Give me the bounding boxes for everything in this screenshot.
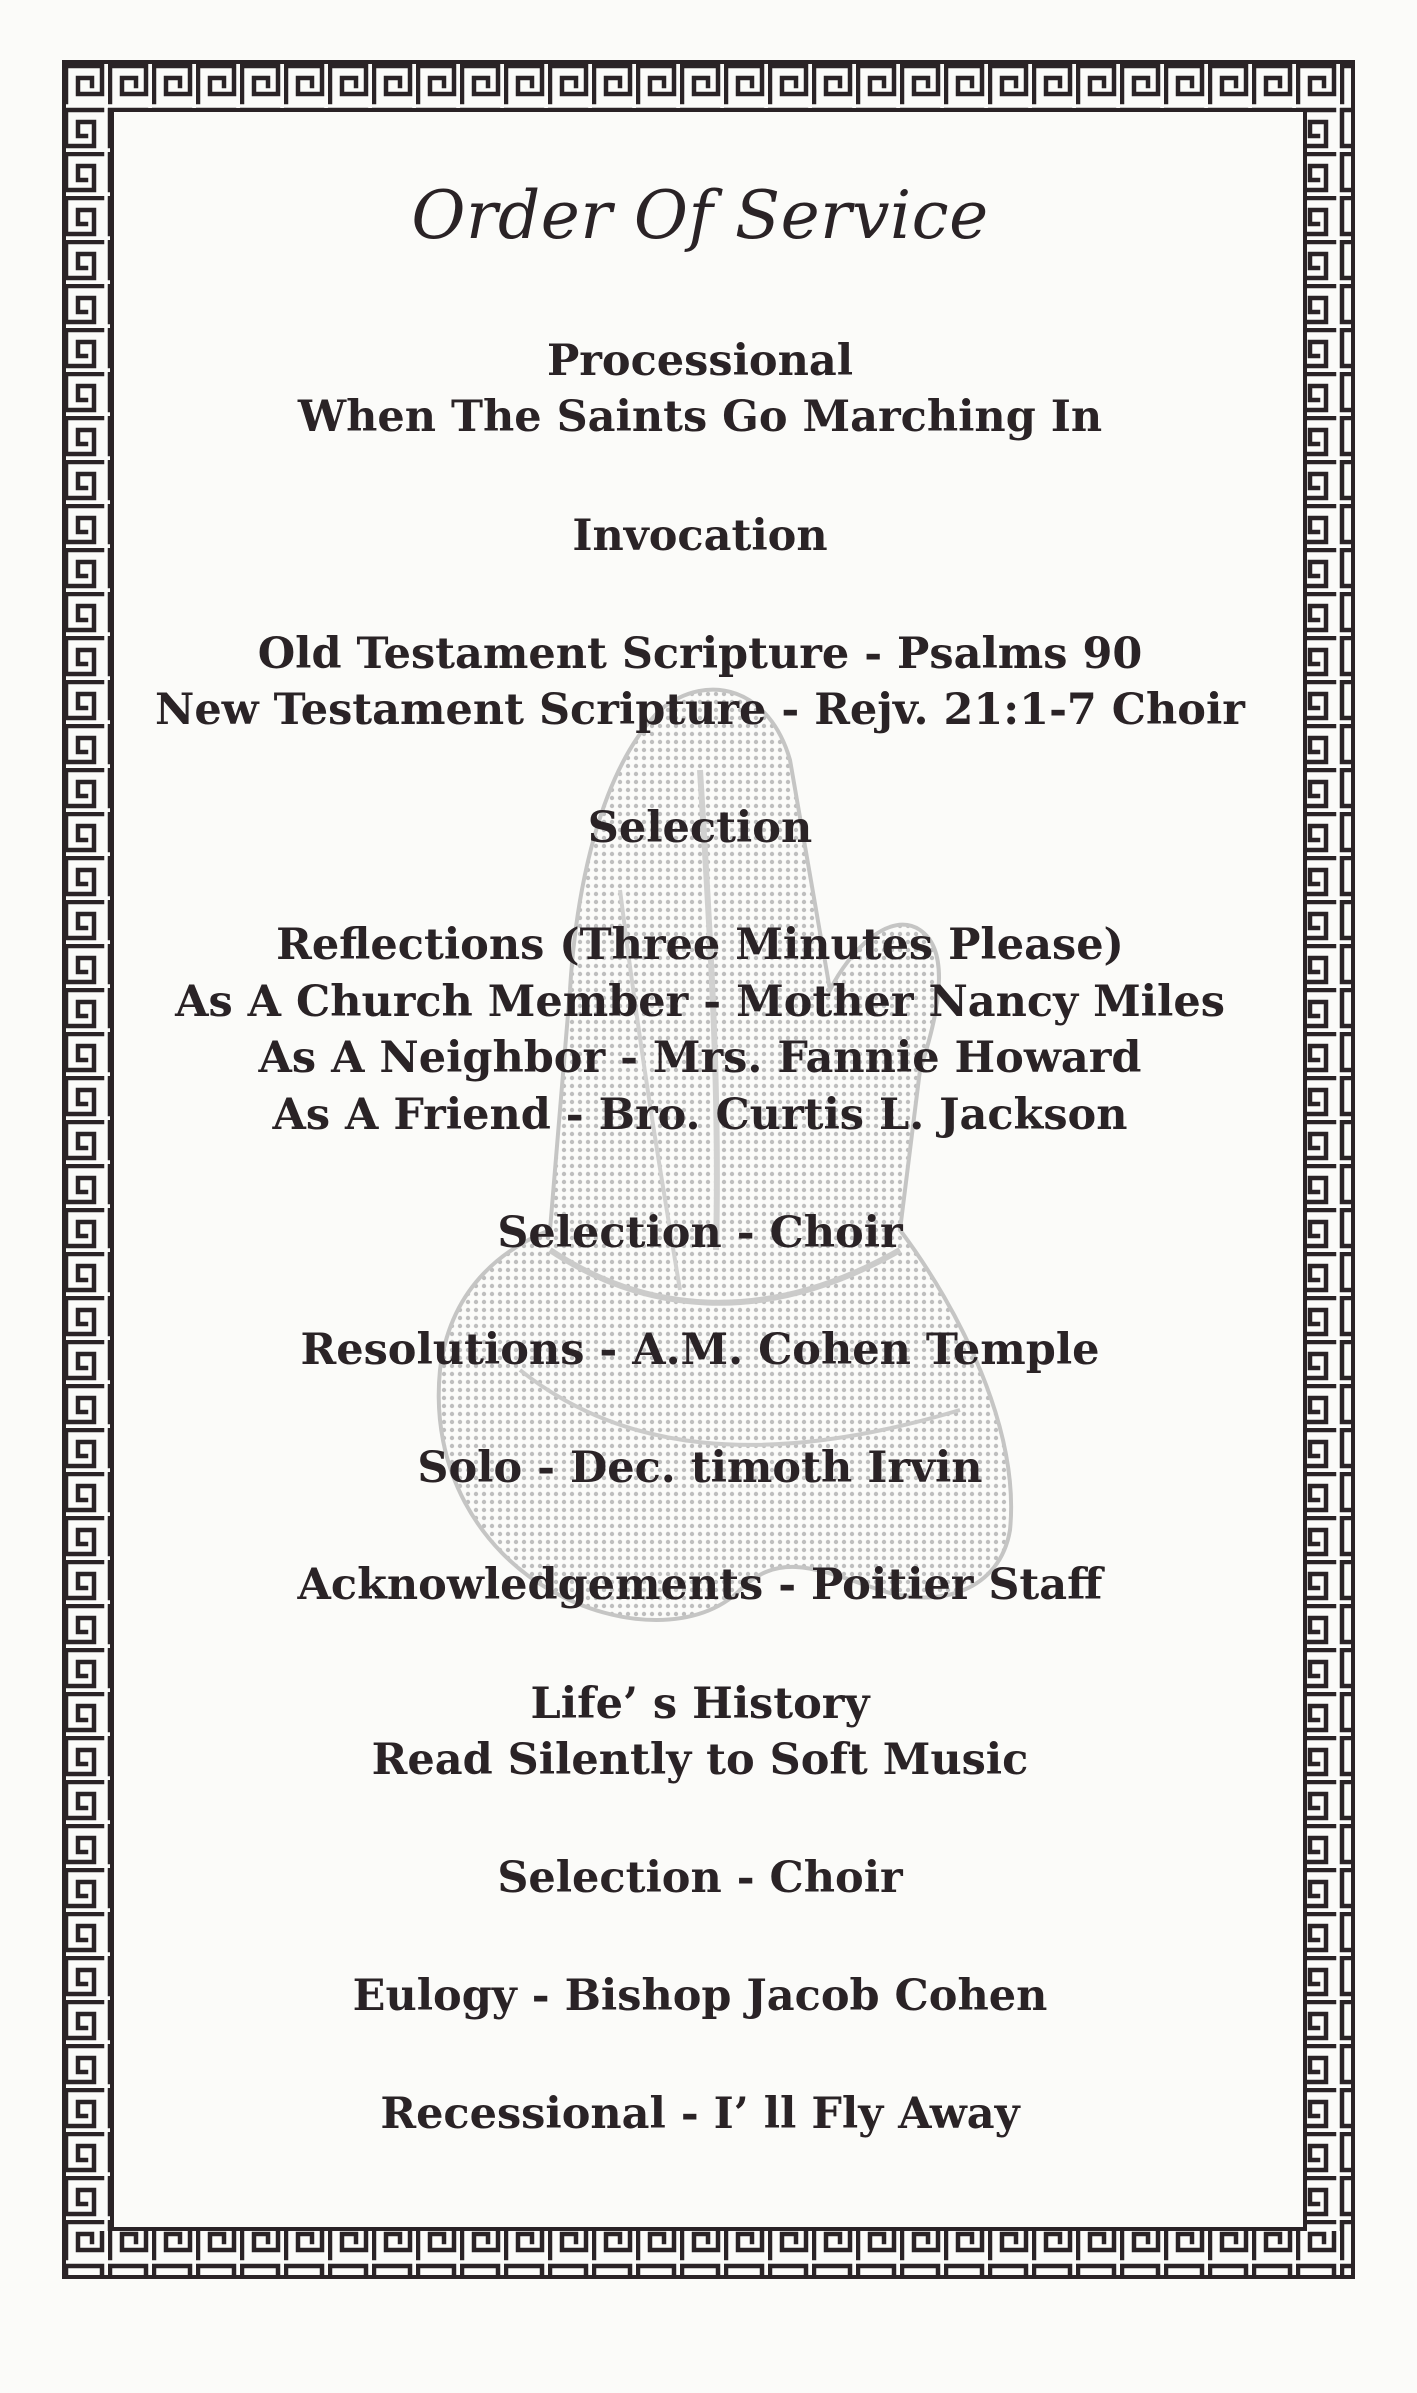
new-testament-scripture: New Testament Scripture - Rejv. 21:1-7 Choir: [155, 685, 1245, 735]
order-of-service: [120, 0, 1280, 2393]
page-title: Order Of Service: [411, 177, 989, 254]
reflection-neighbor: As A Neighbor - Mrs. Fannie Howard: [258, 1033, 1142, 1083]
reflection-friend: As A Friend - Bro. Curtis L. Jackson: [272, 1090, 1128, 1140]
resolutions-line: Resolutions - A.M. Cohen Temple: [300, 1325, 1100, 1375]
lifes-history-note: Read Silently to Soft Music: [371, 1735, 1029, 1785]
selection-heading: Selection: [587, 803, 813, 853]
lifes-history-heading: Life’ s History: [530, 1679, 870, 1729]
solo-line: Solo - Dec. timoth Irvin: [417, 1443, 983, 1493]
invocation-heading: Invocation: [572, 511, 828, 561]
reflection-church-member: As A Church Member - Mother Nancy Miles: [175, 977, 1225, 1027]
old-testament-scripture: Old Testament Scripture - Psalms 90: [257, 629, 1143, 679]
eulogy-line: Eulogy - Bishop Jacob Cohen: [352, 1971, 1048, 2021]
processional-heading: Processional: [546, 336, 854, 386]
recessional-line: Recessional - I’ ll Fly Away: [380, 2089, 1020, 2139]
reflections-heading: Reflections (Three Minutes Please): [276, 920, 1124, 970]
selection-choir-2: Selection - Choir: [497, 1853, 903, 1903]
acknowledgements-line: Acknowledgements - Poitier Staff: [297, 1560, 1103, 1610]
processional-hymn: When The Saints Go Marching In: [297, 392, 1103, 442]
selection-choir-1: Selection - Choir: [497, 1208, 903, 1258]
